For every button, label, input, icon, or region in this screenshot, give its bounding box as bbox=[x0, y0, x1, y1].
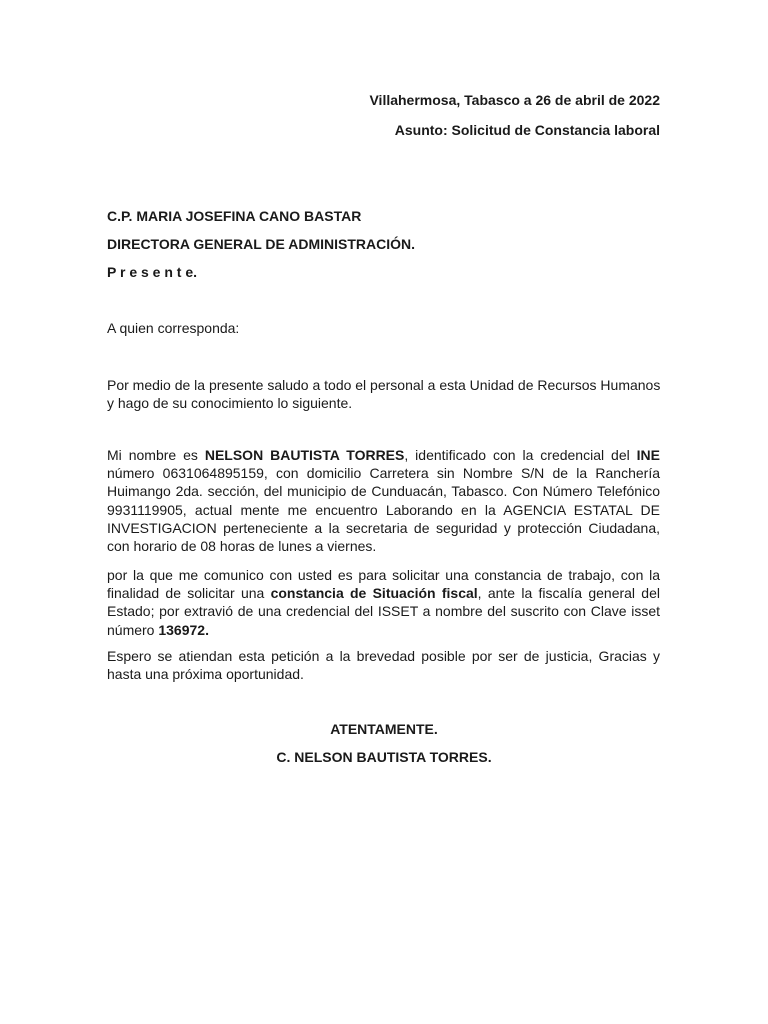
intro-line-2: y hago de su conocimiento lo siguiente. bbox=[107, 395, 353, 411]
recipient-position: DIRECTORA GENERAL DE ADMINISTRACIÓN. bbox=[107, 236, 416, 252]
body-paragraph-2 bbox=[107, 566, 660, 639]
body-paragraph-3: Espero se atiendan esta petición a la brevedad posible por ser de justicia, Gracias y hasta una próxima oportunidad. bbox=[107, 648, 660, 683]
place-date: Villahermosa, Tabasco a 26 de abril de 2022 bbox=[369, 92, 660, 108]
closing-regards: ATENTAMENTE. bbox=[330, 721, 438, 737]
fiscal-constancy: constancia de Situación fiscal bbox=[270, 585, 478, 602]
body2-text-2: , ante la fiscalía general del Estado; por extravió de una credencial del ISSET a nombre del suscrito con Clave isset número bbox=[107, 585, 660, 638]
ine-label: INE bbox=[636, 447, 660, 463]
subject-line: Asunto: Solicitud de Constancia laboral bbox=[394, 122, 660, 138]
greeting: A quien corresponda: bbox=[107, 320, 240, 336]
recipient-name: C.P. MARIA JOSEFINA CANO BASTAR bbox=[107, 208, 362, 224]
body1-text-3: número 0631064895159, con domicilio Carretera sin Nombre S/N de la Ranchería Huimango 2da. sección, del municipio de Cunduacán, Tabasco. Con Número Telefónico 9931119905, actual mente me encuentro Laborando en la AGENCIA ESTATAL DE INVESTIGACION perteneciente a la secretaria de seguridad y protección Ciudadana, con horario de 08 horas de lunes a viernes. bbox=[107, 465, 660, 555]
signer-name: C. NELSON BAUTISTA TORRES. bbox=[276, 749, 492, 765]
body1-text-1: Mi nombre es bbox=[107, 447, 205, 463]
body2-text-1: por la que me comunico con usted es para solicitar una constancia de trabajo, con la finalidad de solicitar una bbox=[107, 567, 660, 602]
isset-number: 136972. bbox=[158, 621, 209, 638]
intro-line-1: Por medio de la presente saludo a todo el personal a esta Unidad de Recursos Humanos bbox=[107, 377, 661, 393]
presente-line: P r e s e n t e. bbox=[107, 264, 198, 280]
body1-text-2: , identificado con la credencial del bbox=[404, 447, 637, 463]
employee-name: NELSON BAUTISTA TORRES bbox=[204, 447, 405, 463]
body-paragraph-1 bbox=[107, 446, 660, 555]
